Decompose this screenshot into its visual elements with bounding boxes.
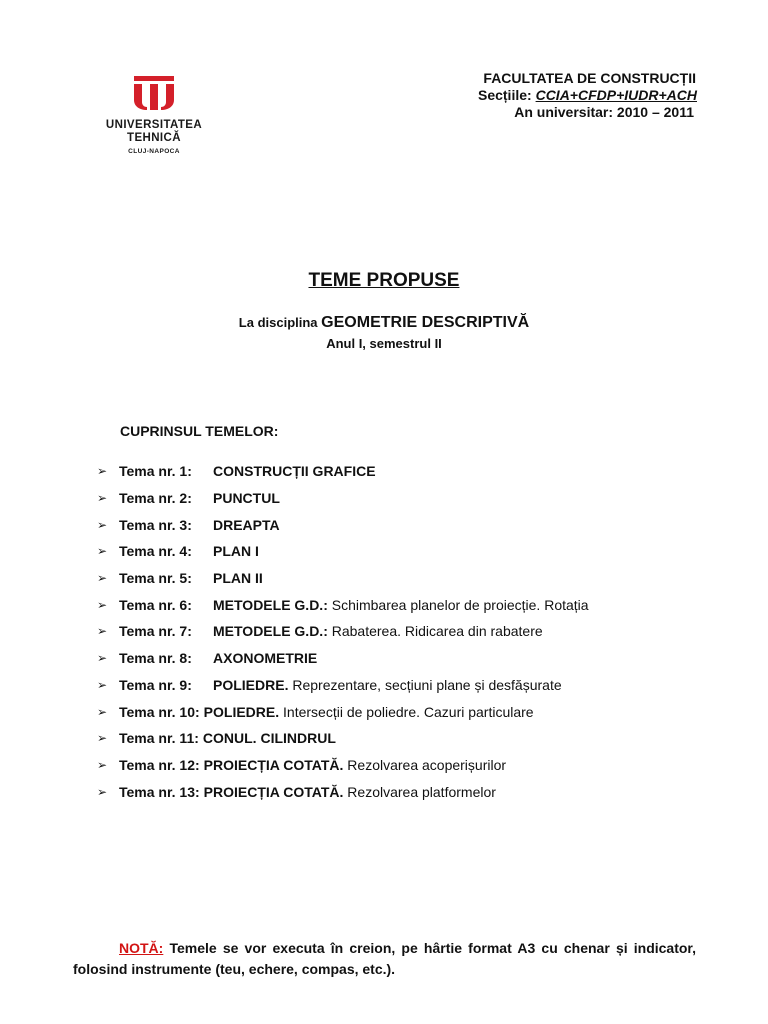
arrow-bullet-icon: ➢ (97, 571, 108, 586)
topic-detail: Rezolvarea acoperișurilor (347, 756, 507, 773)
topic-title: PLAN II (213, 570, 263, 587)
topic-item (97, 752, 589, 779)
note-text: Temele se vor executa în creion, pe hârtie format A3 cu chenar și indicator, folosind instrumente (teu, echere, compas, etc.). (73, 940, 696, 977)
discipline-line (0, 314, 768, 332)
academic-year: An universitar: 2010 – 2011 (514, 104, 694, 120)
topic-title: PLAN I (213, 543, 259, 560)
university-city: CLUJ-NAPOCA (128, 148, 180, 155)
topic-number: Tema nr. 3: (119, 516, 192, 533)
arrow-bullet-icon: ➢ (97, 731, 108, 746)
topic-number: Tema nr. 4: (119, 543, 192, 560)
discipline-name: GEOMETRIE DESCRIPTIVĂ (321, 314, 530, 331)
topic-item (97, 698, 589, 725)
arrow-bullet-icon: ➢ (97, 464, 108, 479)
contents-heading: CUPRINSUL TEMELOR: (120, 423, 279, 439)
topic-title: PROIECȚIA COTATĂ. (203, 756, 344, 773)
topic-item (97, 725, 589, 752)
topic-title: POLIEDRE. (203, 703, 280, 720)
topic-title: PUNCTUL (213, 490, 280, 507)
topic-item (97, 538, 589, 565)
topic-item (97, 565, 589, 592)
topic-title: DREAPTA (213, 516, 280, 533)
discipline-year: Anul I, semestrul II (326, 336, 442, 351)
topic-number: Tema nr. 11: (119, 730, 199, 747)
topic-number: Tema nr. 6: (119, 596, 192, 613)
topic-number: Tema nr. 5: (119, 570, 192, 587)
topic-title: CONUL. CILINDRUL (202, 730, 336, 747)
university-name-line1: UNIVERSITATEA (105, 119, 203, 131)
topic-number: Tema nr. 10: (119, 703, 200, 720)
topic-detail: Schimbarea planelor de proiecție. Rotația (331, 596, 589, 613)
topic-item (97, 778, 589, 805)
faculty-name: FACULTATEA DE CONSTRUCȚII (483, 70, 696, 86)
topic-detail: Rabaterea. Ridicarea din rabatere (331, 623, 543, 640)
note-label: NOTĂ: (119, 940, 164, 956)
topic-item (97, 672, 589, 699)
topic-detail: Intersecții de poliedre. Cazuri particulare (283, 703, 534, 720)
topic-title: POLIEDRE. (213, 676, 289, 693)
arrow-bullet-icon: ➢ (97, 784, 108, 799)
sections-line (478, 87, 698, 104)
utcn-emblem-icon (134, 76, 174, 110)
topic-number: Tema nr. 1: (119, 463, 192, 480)
topic-number: Tema nr. 7: (119, 623, 192, 640)
page-title: TEME PROPUSE (308, 270, 460, 291)
arrow-bullet-icon: ➢ (97, 544, 108, 559)
arrow-bullet-icon: ➢ (97, 491, 108, 506)
discipline-prefix: La disciplina (238, 315, 318, 330)
arrow-bullet-icon: ➢ (97, 624, 108, 639)
topic-number: Tema nr. 2: (119, 490, 192, 507)
topic-title: METODELE G.D.: (213, 623, 328, 640)
topic-detail: Rezolvarea platformelor (347, 783, 496, 800)
sections-value: CCIA+CFDP+IUDR+ACH (535, 87, 697, 103)
topic-detail: Reprezentare, secțiuni plane și desfășurate (292, 676, 562, 693)
arrow-bullet-icon: ➢ (97, 517, 108, 532)
topic-item (97, 485, 589, 512)
topic-item (97, 645, 589, 672)
arrow-bullet-icon: ➢ (97, 651, 108, 666)
topic-number: Tema nr. 8: (119, 650, 192, 667)
university-name-line2: TEHNICĂ (127, 132, 181, 144)
sections-label: Secțiile: (477, 87, 532, 103)
note-paragraph (73, 938, 696, 980)
topic-number: Tema nr. 12: (119, 756, 200, 773)
topics-list (97, 458, 589, 805)
arrow-bullet-icon: ➢ (97, 677, 108, 692)
faculty-header (478, 70, 698, 121)
topic-title: METODELE G.D.: (213, 596, 328, 613)
topic-title: AXONOMETRIE (213, 650, 318, 667)
topic-item (97, 618, 589, 645)
arrow-bullet-icon: ➢ (97, 757, 108, 772)
topic-item (97, 458, 589, 485)
topic-item (97, 511, 589, 538)
university-logo (104, 76, 204, 156)
topic-title: CONSTRUCȚII GRAFICE (213, 463, 376, 480)
topic-title: PROIECȚIA COTATĂ. (203, 783, 344, 800)
arrow-bullet-icon: ➢ (97, 704, 108, 719)
topic-number: Tema nr. 9: (119, 676, 192, 693)
topic-number: Tema nr. 13: (119, 783, 200, 800)
topic-item (97, 591, 589, 618)
arrow-bullet-icon: ➢ (97, 597, 108, 612)
